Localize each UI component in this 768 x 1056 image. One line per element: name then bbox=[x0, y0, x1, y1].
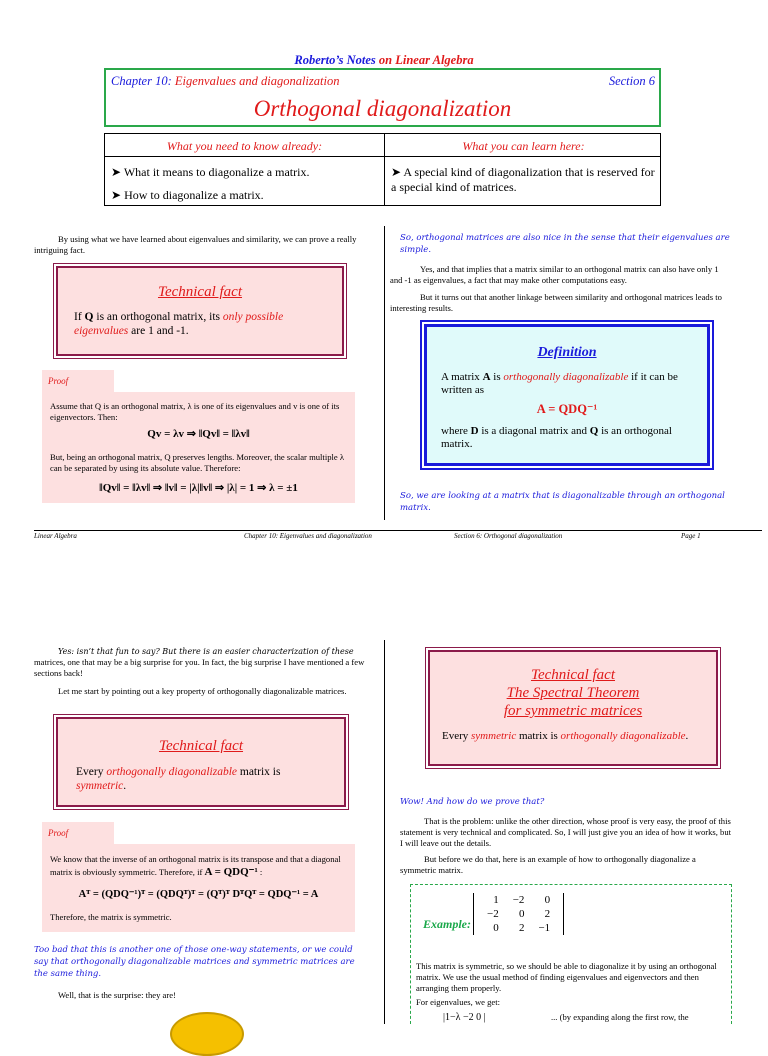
paragraph: Well, that is the surprise: they are! bbox=[58, 990, 176, 1000]
chapter-title: Eigenvalues and diagonalization bbox=[174, 74, 340, 88]
series-subject: Linear Algebra bbox=[392, 53, 474, 67]
technical-fact-title: Technical fact bbox=[157, 284, 243, 300]
handwritten-note: So, orthogonal matrices are also nice in the sense that their eigenvalues are simple. bbox=[400, 233, 730, 255]
footer-section: Section 6: Orthogonal diagonalization bbox=[454, 532, 563, 540]
title-box bbox=[104, 68, 661, 127]
handwritten-note: So, we are looking at a matrix that is diagonalizable through an orthogonal matrix. bbox=[400, 491, 725, 513]
definition-text: where D is a diagonal matrix and Q is an orthogonal matrix. bbox=[441, 425, 672, 450]
handwritten-note: Wow! And how do we prove that? bbox=[400, 797, 545, 807]
example-text: This matrix is symmetric, so we should be able to diagonalize it by using an orthogonal matrix. We use the usual method of finding eigenvalues and eigenvectors and then arranging them properly. bbox=[416, 961, 717, 993]
chapter-label: Chapter 10: Eigenvalues and diagonalization bbox=[111, 74, 340, 88]
paragraph: But it turns out that another linkage between similarity and orthogonal matrices leads to interesting results. bbox=[390, 292, 722, 313]
learn-item: ➤ A special kind of diagonalization that is reserved for a special kind of matrices. bbox=[391, 165, 655, 194]
technical-fact-title: Technical fact bbox=[158, 738, 244, 754]
technical-fact-text: If Q is an orthogonal matrix, its only possible eigenvalues are 1 and -1. bbox=[74, 311, 284, 337]
proof-equation: ‖Qv‖ = ‖λv‖ ⇒ ‖v‖ = |λ|‖v‖ ⇒ |λ| = 1 ⇒ λ = ±1 bbox=[99, 482, 298, 494]
paragraph: Yes: isn’t that fun to say? But there is an easier characterization of these matrices, one that may be a big surprise for you. In fact, the big surprise I have mentioned a few sections back! bbox=[34, 647, 365, 678]
technical-fact-box bbox=[56, 266, 344, 356]
example-box bbox=[410, 884, 732, 1024]
proof-text: Therefore, the matrix is symmetric. bbox=[50, 912, 172, 922]
proof-equation: Aᵀ = (QDQ⁻¹)ᵀ = (QDQᵀ)ᵀ = (Qᵀ)ᵀ DᵀQᵀ = QDQ⁻¹ = A bbox=[78, 889, 319, 900]
prereq-heading: What you need to know already: bbox=[166, 139, 323, 153]
intro-paragraph: By using what we have learned about eigenvalues and similarity, we can prove a really intriguing fact. bbox=[34, 234, 357, 255]
prereq-item: ➤ What it means to diagonalize a matrix. bbox=[111, 165, 310, 179]
section-label: Section 6 bbox=[608, 74, 655, 88]
technical-fact-title: Technical fact bbox=[530, 667, 616, 683]
definition-text: A matrix A is orthogonally diagonalizable if it can be written as bbox=[441, 371, 678, 396]
paragraph: Yes, and that implies that a matrix similar to an orthogonal matrix can also have only 1 and -1 as eigenvalues, a fact that may make other computations easy. bbox=[390, 264, 719, 285]
prereq-table bbox=[104, 133, 661, 206]
definition-equation: A = QDQ⁻¹ bbox=[536, 402, 598, 416]
definition-box bbox=[424, 324, 710, 466]
proof-text: We know that the inverse of an orthogonal matrix is its transpose and that a diagonal matrix is obviously symmetric. Therefore, if A = QDQ⁻¹ : bbox=[50, 854, 341, 878]
table-header-rule bbox=[105, 156, 660, 157]
proof-text: Assume that Q is an orthogonal matrix, λ is one of its eigenvalues and v is one of its eigenvectors. Then: bbox=[50, 401, 340, 422]
technical-fact-title: The Spectral Theorem bbox=[506, 685, 640, 701]
example-label: Example: bbox=[423, 917, 471, 931]
footer-chapter: Chapter 10: Eigenvalues and diagonalization bbox=[244, 532, 372, 540]
paragraph: But before we do that, here is an example of how to orthogonally diagonalize a symmetric matrix. bbox=[400, 854, 696, 875]
proof-text: But, being an orthogonal matrix, Q preserves lengths. Moreover, the scalar multiple λ can be separated by using its absolute value. Therefore: bbox=[50, 452, 345, 473]
determinant-row: |1−λ −2 0 | bbox=[443, 1012, 486, 1023]
technical-fact-text: Every symmetric matrix is orthogonally diagonalizable. bbox=[442, 730, 689, 742]
proof-label: Proof bbox=[42, 370, 114, 393]
proof-box bbox=[42, 844, 355, 932]
page-title: Orthogonal diagonalization bbox=[253, 96, 512, 121]
series-name: Roberto’s Notes bbox=[294, 53, 379, 67]
smiley-icon bbox=[170, 1012, 244, 1056]
technical-fact-text: Every orthogonally diagonalizable matrix is symmetric. bbox=[76, 766, 281, 792]
paragraph: That is the problem: unlike the other direction, whose proof is very easy, the proof of this statement is very technical and complicated. So, I will just give you an idea of how it works, but I will leave out the details. bbox=[400, 816, 732, 848]
definition-title: Definition bbox=[537, 345, 597, 360]
prereq-item: ➤ How to diagonalize a matrix. bbox=[111, 188, 264, 202]
footer-rule bbox=[34, 530, 762, 531]
footer-left: Linear Algebra bbox=[34, 532, 77, 540]
technical-fact-title: for symmetric matrices bbox=[503, 703, 643, 719]
learn-heading: What you can learn here: bbox=[462, 139, 585, 153]
example-matrix: 1 −2 0 −2 0 2 0 2 −1 bbox=[473, 893, 564, 935]
column-divider bbox=[384, 226, 385, 520]
handwritten-note: Too bad that this is another one of those one-way statements, or we could say that orthogonally diagonalizable matrices and symmetric matrices are the same thing. bbox=[34, 945, 355, 979]
column-divider bbox=[384, 640, 385, 1024]
technical-fact-box bbox=[56, 717, 346, 807]
proof-equation: Qv = λv ⇒ ‖Qv‖ = ‖λv‖ bbox=[147, 428, 250, 440]
example-text: For eigenvalues, we get: bbox=[416, 997, 501, 1007]
series-on: on bbox=[378, 53, 393, 67]
example-text: ... (by expanding along the first row, the bbox=[551, 1012, 689, 1022]
series-title bbox=[0, 53, 768, 68]
proof-label: Proof bbox=[42, 822, 114, 845]
footer-page: Page 1 bbox=[681, 532, 701, 540]
proof-box bbox=[42, 392, 355, 503]
paragraph: Let me start by pointing out a key property of orthogonally diagonalizable matrices. bbox=[58, 686, 347, 696]
spectral-theorem-box bbox=[428, 650, 718, 766]
